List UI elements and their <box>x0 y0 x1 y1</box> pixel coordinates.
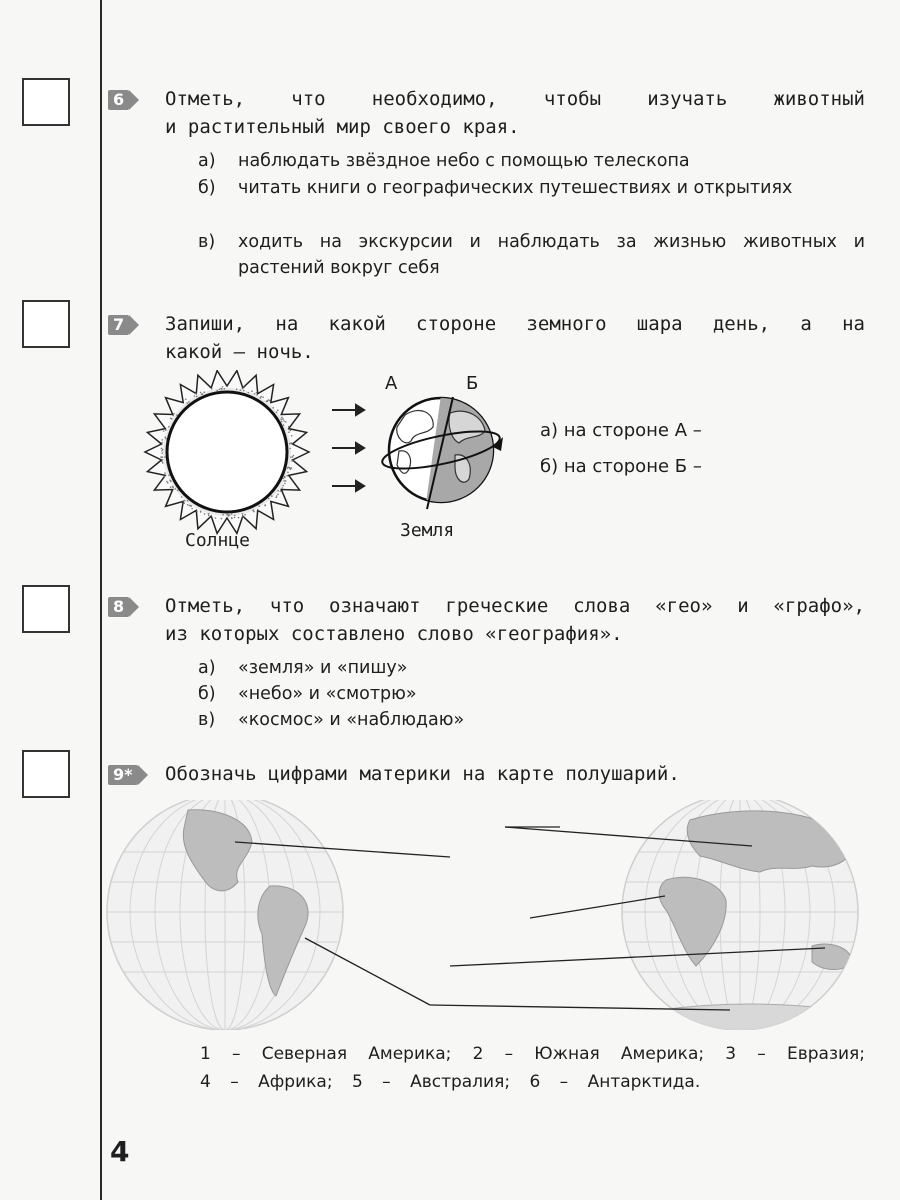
answer-box-8[interactable] <box>22 585 70 633</box>
task-9-question: Обозначь цифрами материки на карте полушарий. <box>165 763 680 785</box>
answer-box-9[interactable] <box>22 750 70 798</box>
task-8-option-b[interactable] <box>198 681 865 707</box>
option-label: а) <box>198 658 216 678</box>
option-label: б) <box>198 684 216 704</box>
option-label: в) <box>198 232 216 252</box>
continents-legend <box>200 1040 865 1096</box>
task-number-8: 8 <box>108 597 129 617</box>
option-text: ходить на экскурсии и наблюдать за жизнью животных и растений вокруг себя <box>238 232 865 278</box>
legend-line1: 1 – Северная Америка; 2 – Южная Америка; 3 – Евразия; <box>200 1044 865 1064</box>
legend-line2: 4 – Африка; 5 – Австралия; 6 – Антарктида. <box>200 1072 701 1092</box>
task-number-6: 6 <box>108 90 129 110</box>
earth-caption: Земля <box>400 520 455 541</box>
option-label: б) <box>198 178 216 198</box>
task-8-option-a[interactable] <box>198 655 865 681</box>
earth-illustration <box>375 395 515 510</box>
task-number-7: 7 <box>108 315 129 335</box>
option-label: в) <box>198 710 216 730</box>
option-text: «космос» и «наблюдаю» <box>238 710 465 730</box>
task-6-question-line2: и растительный мир своего края. <box>165 116 520 138</box>
task-6-option-c[interactable] <box>198 229 865 281</box>
task-8-question-line1: Отметь, что означают греческие слова «гео» и «графо», <box>165 595 865 617</box>
answer-side-a: а) на стороне А – <box>540 420 702 441</box>
option-text: читать книги о географических путешествиях и открытиях <box>238 178 793 198</box>
sun-caption: Солнце <box>185 530 251 551</box>
task-7-question-line1: Запиши, на какой стороне земного шара день, а на <box>165 313 865 335</box>
task-number-9: 9* <box>108 765 138 785</box>
eastern-hemisphere <box>615 800 865 1030</box>
page-number: 4 <box>110 1135 130 1168</box>
option-text: наблюдать звёздное небо с помощью телескопа <box>238 151 690 171</box>
sun-illustration <box>140 370 320 540</box>
option-label: а) <box>198 151 216 171</box>
side-a-label: А <box>385 373 398 394</box>
option-text: «небо» и «смотрю» <box>238 684 417 704</box>
task-6-question-line1: Отметь, что необходимо, чтобы изучать животный <box>165 88 865 110</box>
hemispheres-map <box>100 800 870 1030</box>
option-text: «земля» и «пишу» <box>238 658 408 678</box>
task-6-option-a[interactable] <box>198 148 865 174</box>
answer-box-6[interactable] <box>22 78 70 126</box>
answer-box-7[interactable] <box>22 300 70 348</box>
answer-side-b: б) на стороне Б – <box>540 456 702 477</box>
task-7-question-line2: какой – ночь. <box>165 341 314 363</box>
side-b-label: Б <box>466 373 479 394</box>
western-hemisphere <box>100 800 350 1030</box>
task-8-option-c[interactable] <box>198 707 865 733</box>
sunlight-arrows <box>328 400 368 500</box>
task-8-question-line2: из которых составлено слово «география». <box>165 623 623 645</box>
task-6-option-b[interactable] <box>198 175 865 201</box>
